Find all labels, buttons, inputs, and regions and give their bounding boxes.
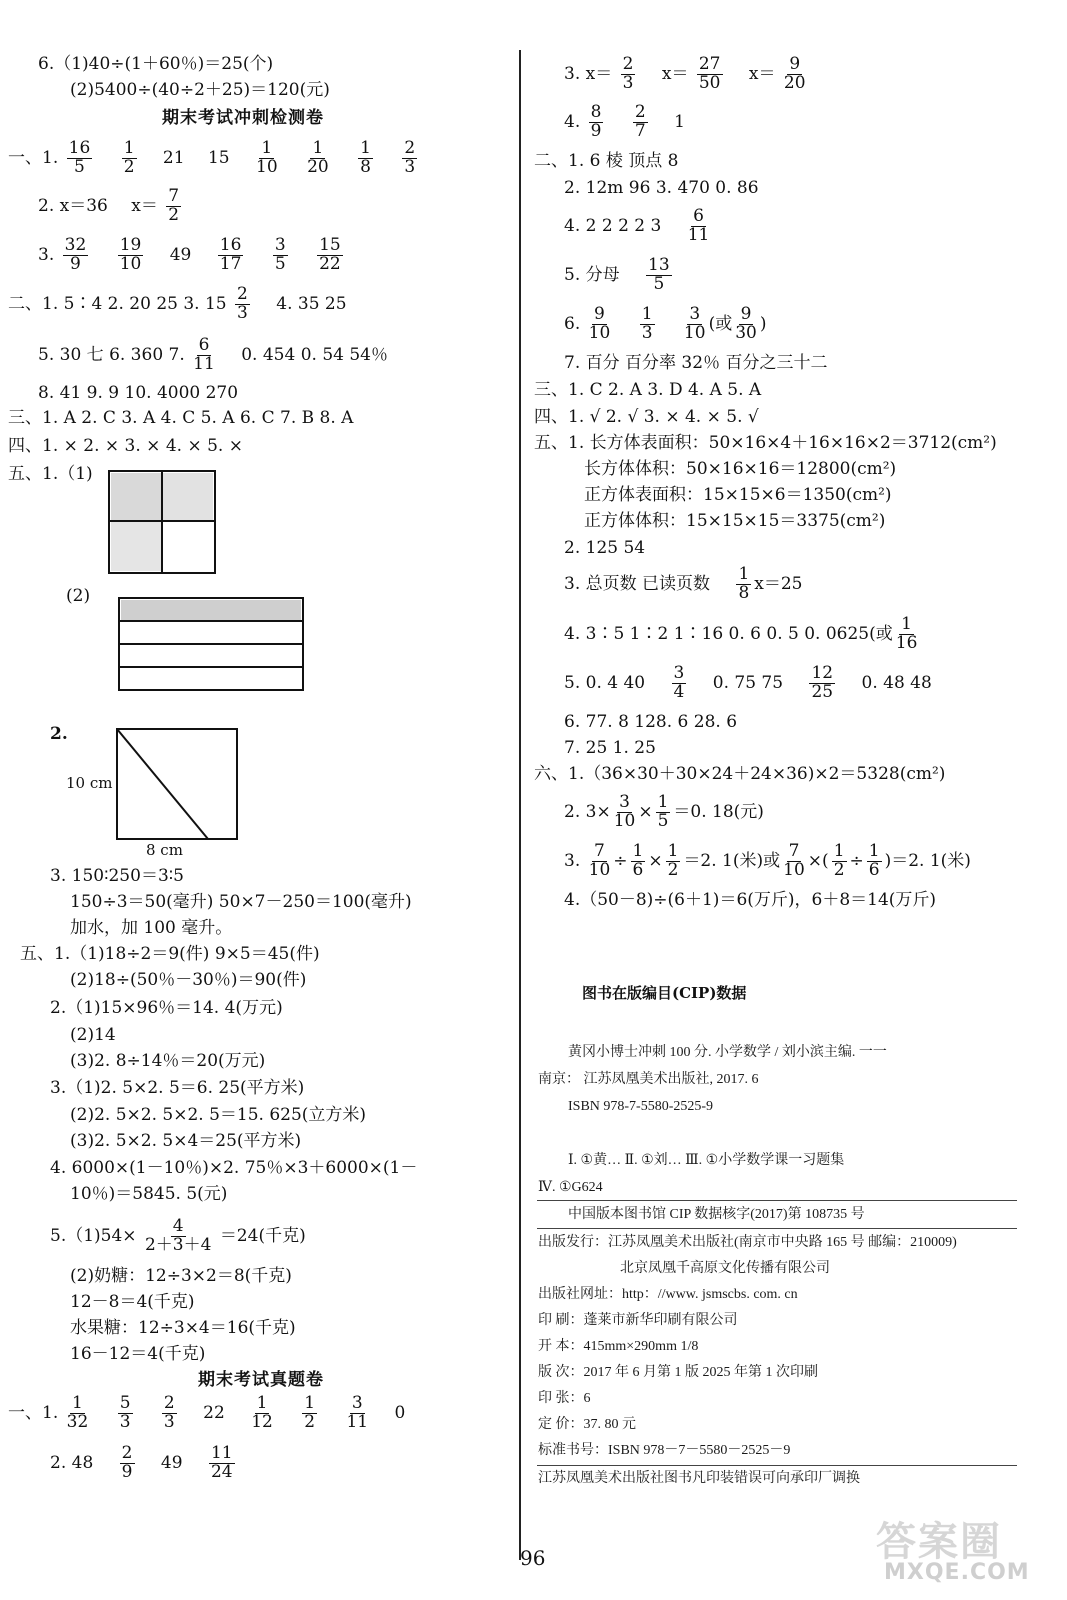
answer-line: (2)18÷(50％－30％)＝90(件)	[70, 970, 307, 990]
answer-line: 一、1. $\frac{1}{32}$ $\frac{5}{3}$ $\frac{2}{3}$ 22 $\frac{1}{12}$ $\frac{1}{2}$ $\frac{3}{11}$ 0	[8, 1393, 406, 1432]
answer-line: 长方体体积：50×16×16＝12800(cm²)	[584, 459, 897, 479]
answer-line: 6. 77. 8 128. 6 28. 6	[564, 712, 738, 732]
fraction: $\frac{7}{2}$	[168, 186, 180, 225]
cip-line: 印 刷：蓬莱市新华印刷有限公司	[538, 1313, 738, 1328]
cip-line: 版 次：2017 年 6 月第 1 版 2025 年第 1 次印刷	[538, 1365, 818, 1380]
answer-line: 5.（1)54× $\frac{4}{2+3+4}$ ＝24(千克)	[50, 1216, 306, 1255]
fraction: $\frac{1}{16}$	[895, 614, 918, 653]
fraction: $\frac{1}{10}$	[256, 138, 278, 177]
answer-line: (3)2. 5×2. 5×4＝25(平方米)	[70, 1131, 302, 1151]
answer-line: 二、1. 6 棱 顶点 8	[534, 151, 679, 171]
cip-rule	[537, 1465, 1017, 1466]
answer-line: 3. $\frac{7}{10}$ ÷ $\frac{1}{6}$ × $\frac{1}{2}$ ＝2. 1(米)或 $\frac{7}{10}$ ×( $\frac{1}{2}$ ÷ $\frac{1}{6}$ )＝2. 1(米)	[564, 841, 971, 880]
fraction: $\frac{1}{2}$	[667, 841, 679, 880]
fraction: $\frac{2}{3}$	[163, 1393, 175, 1432]
cip-rule	[537, 1200, 1017, 1201]
cip-line: 开 本：415mm×290mm 1/8	[538, 1339, 699, 1354]
answer-line: (2)5400÷(40÷2＋25)＝120(元)	[70, 80, 330, 100]
section-title: 期末考试冲刺检测卷	[162, 108, 324, 128]
cip-rule	[537, 1228, 1017, 1229]
fraction: $\frac{2}{7}$	[634, 102, 646, 141]
answer-line: (2)	[66, 586, 91, 606]
cip-line: 标准书号：ISBN 978－7－5580－2525－9	[538, 1443, 791, 1458]
fraction: $\frac{9}{30}$	[735, 304, 757, 343]
fraction: $\frac{1}{2}$	[304, 1393, 316, 1432]
shaded-quarter	[111, 522, 161, 571]
fraction: $\frac{2}{3}$	[404, 138, 416, 177]
cip-line: 印 张：6	[538, 1391, 591, 1406]
answer-line: 四、1. × 2. × 3. × 4. × 5. ×	[8, 436, 243, 456]
answer-line: 2. 12m 96 3. 470 0. 86	[564, 178, 759, 198]
fraction: $\frac{1}{3}$	[641, 304, 653, 343]
answer-line: 5. 30 七 6. 360 7. $\frac{6}{11}$ 0. 454 0. 54 54％	[38, 335, 388, 374]
shaded-quarter	[111, 473, 161, 520]
answer-line: 2. 3× $\frac{3}{10}$ × $\frac{1}{5}$ ＝0. 18(元)	[564, 792, 764, 831]
watermark-url: MXQE.COM	[884, 1560, 1030, 1585]
fraction: $\frac{6}{11}$	[687, 206, 710, 245]
answer-line: 一、1. $\frac{16}{5}$ $\frac{1}{2}$ 21 15 $\frac{1}{10}$ $\frac{1}{20}$ $\frac{1}{8}$ $\frac{2}{3}$	[8, 138, 416, 177]
answer-line: 150÷3＝50(毫升) 50×7－250＝100(毫升)	[70, 892, 412, 912]
answer-line: 二、1. 5∶4 2. 20 25 3. 15 $\frac{2}{3}$ 4. 35 25	[8, 284, 347, 323]
cip-line: 出版发行：江苏凤凰美术出版社(南京市中央路 165 号 邮编：210009)	[538, 1235, 957, 1250]
cip-line: 中国版本图书馆 CIP 数据核字(2017)第 108735 号	[568, 1207, 865, 1222]
answer-line: 4. $\frac{8}{9}$ $\frac{2}{7}$ 1	[564, 102, 685, 141]
figure-label: 10 cm	[66, 774, 113, 792]
answer-line: 7. 25 1. 25	[564, 738, 656, 758]
figure-label: 8 cm	[146, 841, 183, 859]
fraction: $\frac{1}{32}$	[66, 1393, 89, 1432]
cip-line: Ⅰ. ①黄… Ⅱ. ①刘… Ⅲ. ①小学数学课一习题集	[568, 1153, 845, 1168]
answer-line: 6.（1)40÷(1＋60％)＝25(个)	[38, 54, 274, 74]
fraction: $\frac{1}{6}$	[868, 841, 880, 880]
fraction: $\frac{3}{4}$	[673, 663, 685, 702]
answer-line: 4. 6000×(1－10％)×2. 75％×3＋6000×(1－	[50, 1158, 418, 1178]
fraction: $\frac{2}{9}$	[121, 1443, 133, 1482]
fraction: $\frac{3}{10}$	[683, 304, 706, 343]
answer-line: 五、1.（1)18÷2＝9(件) 9×5＝45(件)	[20, 944, 320, 964]
fraction: $\frac{19}{10}$	[119, 235, 142, 274]
answer-line: 12－8＝4(千克)	[70, 1292, 195, 1312]
fraction: $\frac{16}{5}$	[68, 138, 91, 177]
fraction: $\frac{1}{5}$	[657, 792, 669, 831]
cip-line: 江苏凤凰美术出版社图书凡印装错误可向承印厂调换	[538, 1471, 860, 1486]
cip-line: 黄冈小博士冲刺 100 分. 小学数学 / 刘小滨主编. 一一	[568, 1045, 887, 1060]
watermark-logo-text: 答案圈	[876, 1519, 1002, 1565]
answer-line: 加水，加 100 毫升。	[70, 918, 233, 938]
fraction: $\frac{11}{24}$	[210, 1443, 233, 1482]
answer-line: (2)奶糖：12÷3×2＝8(千克)	[70, 1266, 292, 1286]
answer-line: 4. 2 2 2 2 3 $\frac{6}{11}$	[564, 206, 710, 245]
fraction: $\frac{1}{12}$	[251, 1393, 273, 1432]
fraction: $\frac{9}{10}$	[588, 304, 611, 343]
fraction: $\frac{2}{3}$	[237, 284, 248, 323]
answer-line: 六、1.（36×30＋30×24＋24×36)×2＝5328(cm²)	[534, 764, 946, 784]
fraction: $\frac{3}{10}$	[613, 792, 636, 831]
fraction: $\frac{13}{5}$	[648, 255, 670, 294]
fraction: $\frac{8}{9}$	[590, 102, 602, 141]
answer-line: 3. 150∶250＝3∶5	[50, 866, 184, 886]
fraction: $\frac{9}{20}$	[783, 54, 806, 93]
answer-line: 5. 0. 4 40 $\frac{3}{4}$ 0. 75 75 $\frac{12}{25}$ 0. 48 48	[564, 663, 932, 702]
fraction: $\frac{6}{11}$	[193, 335, 215, 374]
answer-line: 四、1. √ 2. √ 3. × 4. × 5. √	[534, 407, 759, 427]
fraction: $\frac{5}{3}$	[119, 1393, 131, 1432]
shaded-quarter	[163, 473, 213, 520]
answer-line: 2. x＝36 x＝ $\frac{7}{2}$	[38, 186, 180, 225]
answer-line: 正方体表面积：15×15×6＝1350(cm²)	[584, 485, 892, 505]
answer-line: 五、1.（1)	[8, 464, 93, 484]
striped-rectangle-figure	[118, 597, 306, 693]
fraction: $\frac{1}{6}$	[632, 841, 644, 880]
answer-line: 2. 48 $\frac{2}{9}$ 49 $\frac{11}{24}$	[50, 1443, 233, 1482]
page-number: 96	[520, 1546, 546, 1570]
fraction: $\frac{12}{25}$	[811, 663, 834, 702]
fraction: $\frac{1}{8}$	[360, 138, 371, 177]
answer-line: 水果糖：12÷3×4＝16(千克)	[70, 1318, 296, 1338]
fraction: $\frac{15}{22}$	[319, 235, 341, 274]
fraction: $\frac{7}{10}$	[588, 841, 611, 880]
cip-title: 图书在版编目(CIP)数据	[582, 984, 747, 1002]
answer-line: 2. 125 54	[564, 538, 646, 558]
fraction: $\frac{1}{8}$	[738, 564, 750, 603]
answer-line: 正方体体积：15×15×15＝3375(cm²)	[584, 511, 886, 531]
fraction: $\frac{1}{2}$	[123, 138, 135, 177]
answer-line: (2)2. 5×2. 5×2. 5＝15. 625(立方米)	[70, 1105, 367, 1125]
answer-line: (2)14	[70, 1025, 116, 1045]
answer-line: 4.（50－8)÷(6＋1)＝6(万斤)，6＋8＝14(万斤)	[564, 890, 937, 910]
answer-line: 3.（1)2. 5×2. 5＝6. 25(平方米)	[50, 1078, 305, 1098]
answer-line: 三、1. C 2. A 3. D 4. A 5. A	[534, 380, 762, 400]
fraction: $\frac{2}{3}$	[622, 54, 634, 93]
fraction: $\frac{4}{2+3+4}$	[144, 1216, 212, 1255]
fraction: $\frac{1}{2}$	[833, 841, 845, 880]
fraction: $\frac{27}{50}$	[698, 54, 721, 93]
cip-line: Ⅳ. ①G624	[538, 1180, 603, 1195]
cip-line: ISBN 978-7-5580-2525-9	[568, 1099, 714, 1114]
fraction: $\frac{16}{17}$	[219, 235, 242, 274]
watermark	[870, 1510, 1060, 1590]
section-title: 期末考试真题卷	[198, 1370, 324, 1390]
answer-line: 3. 总页数 已读页数 $\frac{1}{8}$ x＝25	[564, 564, 803, 603]
answer-line: 3. $\frac{32}{9}$ $\frac{19}{10}$ 49 $\frac{16}{17}$ $\frac{3}{5}$ $\frac{15}{22}$	[38, 235, 341, 274]
answer-line: (3)2. 8÷14％＝20(万元)	[70, 1051, 266, 1071]
answer-line: 五、1. 长方体表面积：50×16×4＋16×16×2＝3712(cm²)	[534, 433, 997, 453]
shaded-strip	[121, 600, 301, 620]
rectangle-diagonal-figure	[116, 728, 240, 842]
answer-line: 4. 3∶5 1∶2 1∶16 0. 6 0. 5 0. 0625(或 $\frac{1}{16}$	[564, 614, 918, 653]
cip-line: 南京： 江苏凤凰美术出版社, 2017. 6	[538, 1072, 759, 1087]
answer-line: 三、1. A 2. C 3. A 4. C 5. A 6. C 7. B 8. A	[8, 408, 354, 428]
answer-line: 16－12＝4(千克)	[70, 1344, 206, 1364]
fraction: $\frac{7}{10}$	[783, 841, 805, 880]
cip-line: 北京凤凰千高原文化传播有限公司	[620, 1261, 830, 1276]
fraction: $\frac{1}{20}$	[307, 138, 329, 177]
column-divider	[519, 50, 521, 1560]
cip-line: 定 价：37. 80 元	[538, 1417, 636, 1432]
fraction: $\frac{3}{5}$	[274, 235, 286, 274]
fraction: $\frac{32}{9}$	[64, 235, 87, 274]
answer-line: 6. $\frac{9}{10}$ $\frac{1}{3}$ $\frac{3}{10}$ (或 $\frac{9}{30}$ )	[564, 304, 767, 343]
answer-line: 2.（1)15×96％＝14. 4(万元)	[50, 998, 283, 1018]
quartered-square-figure	[108, 470, 218, 575]
cip-line: 出版社网址：http：//www. jsmscbs. com. cn	[538, 1287, 798, 1302]
answer-line: 5. 分母 $\frac{13}{5}$	[564, 255, 670, 294]
answer-line: 2.	[50, 724, 68, 744]
answer-line: 10％)＝5845. 5(元)	[70, 1184, 228, 1204]
answer-line: 7. 百分 百分率 32％ 百分之三十二	[564, 353, 828, 373]
fraction: $\frac{3}{11}$	[346, 1393, 369, 1432]
answer-line: 8. 41 9. 9 10. 4000 270	[38, 383, 239, 403]
answer-line: 3. x＝ $\frac{2}{3}$ x＝ $\frac{27}{50}$ x＝ $\frac{9}{20}$	[564, 54, 806, 93]
